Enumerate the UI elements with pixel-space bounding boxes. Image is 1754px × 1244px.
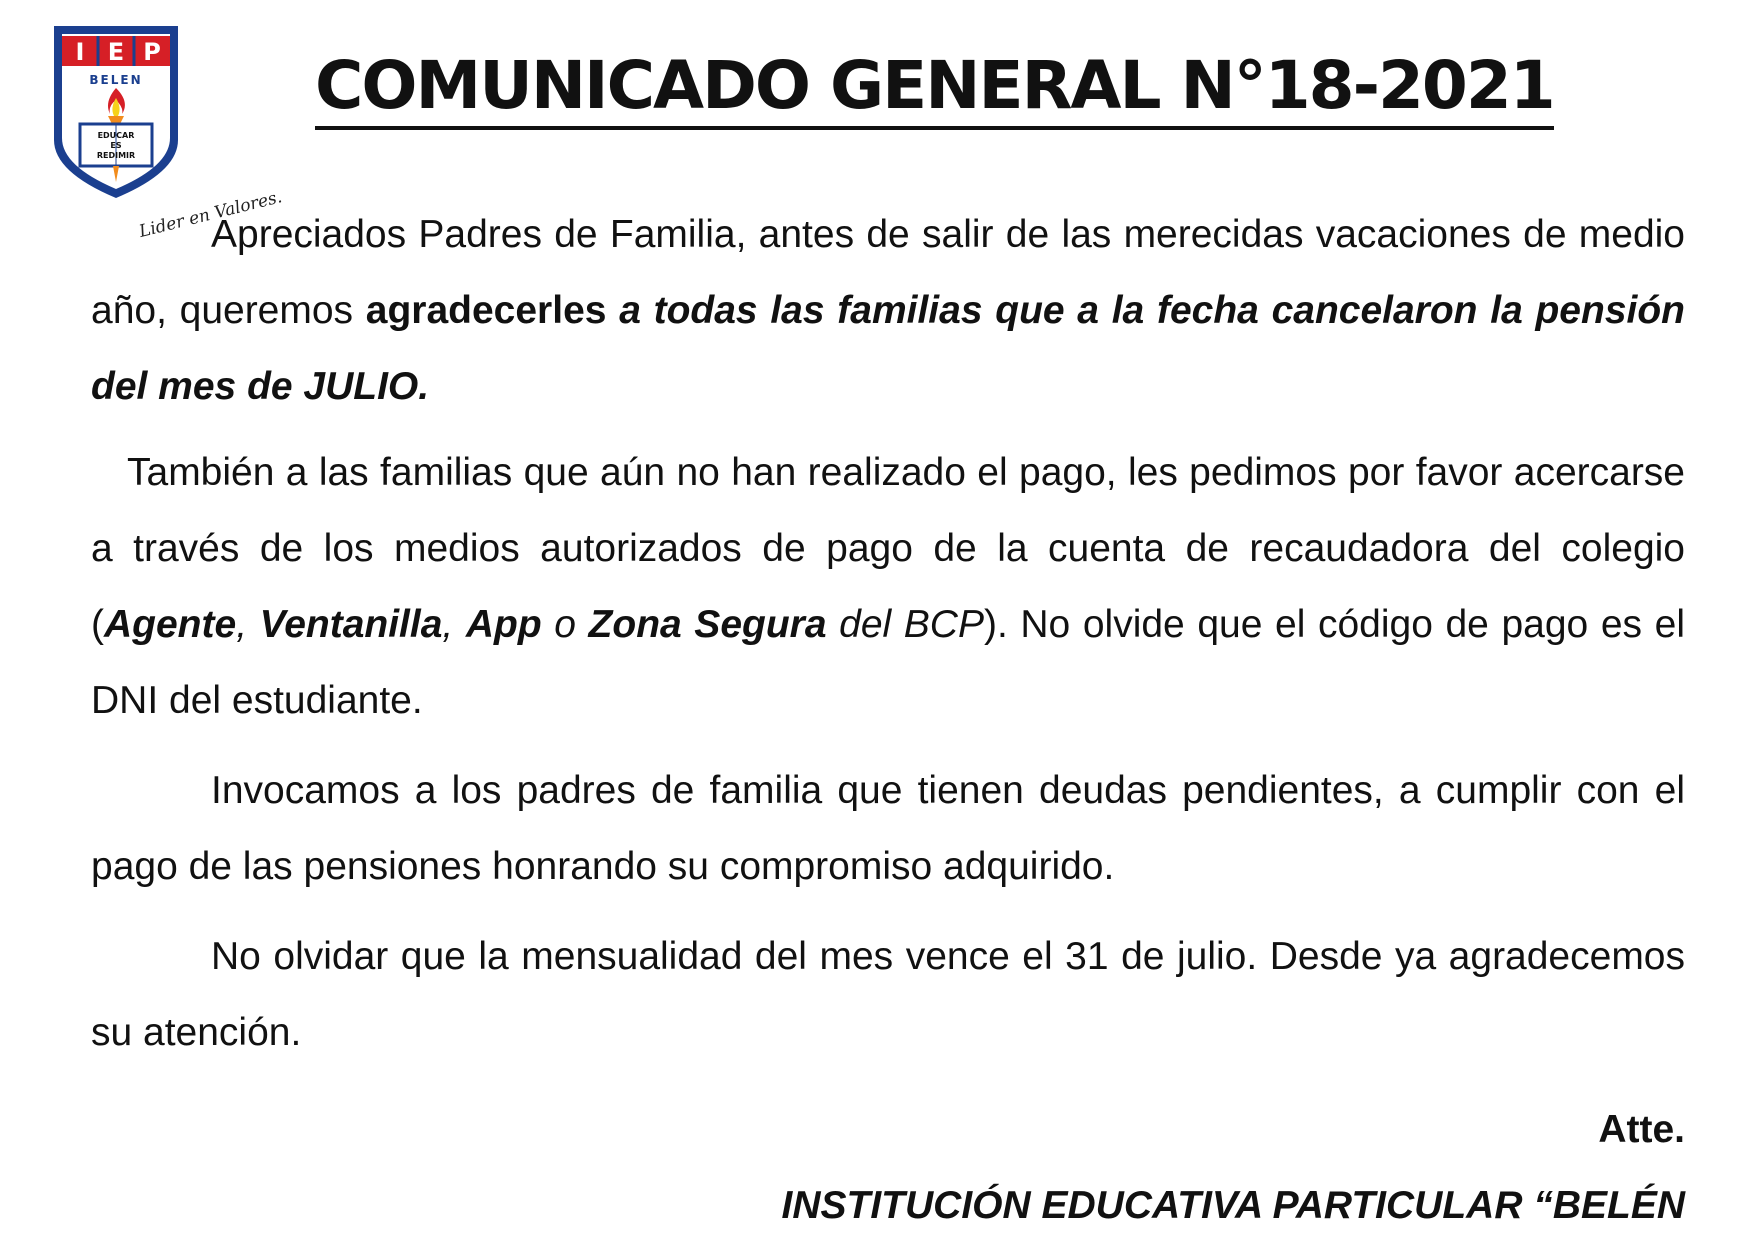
paragraph-text: Apreciados Padres de Familia, antes de salir de las merecidas vacaciones de medio año, queremos: [91, 213, 1685, 332]
paragraph-debts: Invocamos a los padres de familia que tienen deudas pendientes, a cumplir con el pago de las pensiones honrando su compromiso adquirido.: [91, 769, 1685, 888]
bank-name: del BCP: [826, 603, 984, 646]
payment-method-app: App: [465, 603, 542, 646]
logo-caption: Lider en Valores.: [137, 187, 285, 242]
emphasis-families: a todas las familias que a la fecha cancelaron la pensión del mes de JULIO.: [91, 289, 1685, 408]
closing-salutation: Atte.: [1598, 1108, 1685, 1151]
logo-motto-line-1: EDUCAR: [97, 131, 135, 140]
paragraph-text: o: [541, 603, 589, 646]
letter-closing: [782, 1092, 1686, 1244]
paragraph-text: [606, 289, 619, 332]
payment-method-ventanilla: Ventanilla: [259, 603, 443, 646]
closing-institution: INSTITUCIÓN EDUCATIVA PARTICULAR “BELÉN: [781, 1184, 1685, 1227]
paragraph-greeting: [91, 197, 1685, 425]
page-title: COMUNICADO GENERAL N°18-2021: [315, 48, 1554, 130]
paragraph-deadline: No olvidar que la mensualidad del mes vence el 31 de julio. Desde ya agradecemos su atención.: [91, 935, 1685, 1054]
paragraph-payment-request: [91, 435, 1685, 739]
emphasis-thanks: agradecerles: [365, 289, 607, 332]
paragraph-text: ). No olvide que el código de pago es el DNI del estudiante.: [91, 603, 1685, 722]
paragraph-text: También a las familias que aún no han realizado el pago, les pedimos por favor acercarse a través de los medios autorizados de pago de la cuenta de recaudadora del colegio (: [91, 451, 1685, 646]
logo-school-name: BELEN: [89, 73, 143, 87]
logo-letter-p: P: [143, 38, 161, 66]
paragraph-text: ,: [236, 603, 260, 646]
logo-letter-e: E: [107, 38, 125, 66]
payment-method-agente: Agente: [104, 603, 237, 646]
payment-method-zona-segura: Zona Segura: [588, 603, 827, 646]
school-crest-icon: [50, 22, 182, 202]
paragraph-text: ,: [442, 603, 466, 646]
logo-letter-i: I: [75, 38, 85, 66]
logo-motto-line-2: ES: [110, 141, 122, 150]
logo-motto-line-3: REDIMIR: [96, 151, 136, 160]
letter-body: [91, 197, 1685, 1071]
